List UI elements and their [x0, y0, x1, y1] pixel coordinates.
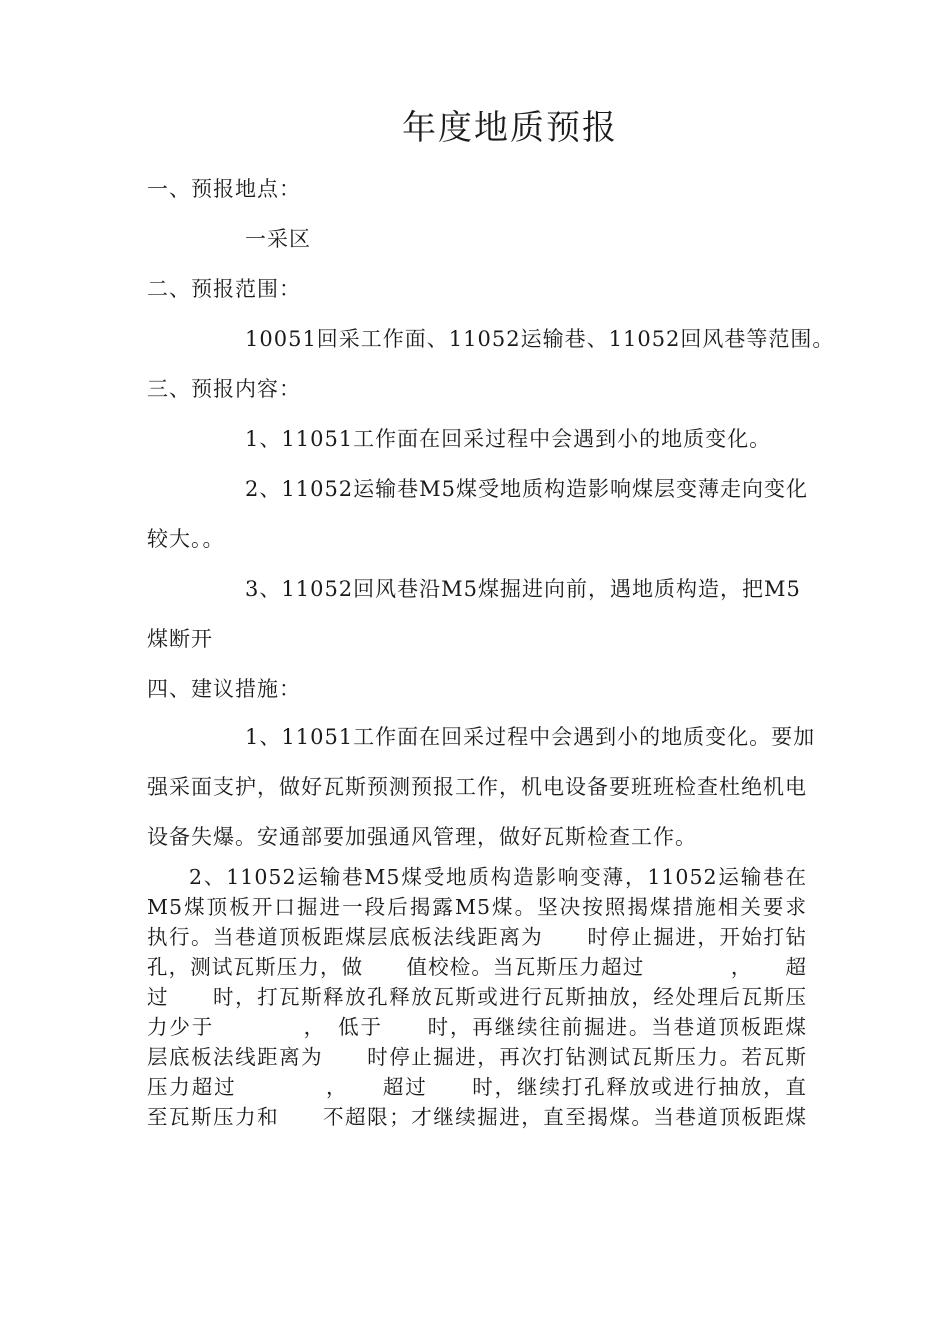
paragraph-line: M5煤顶板开口掘进一段后揭露M5煤。坚决按照揭煤措施相关要求 [147, 895, 807, 919]
document-title: 年度地质预报 [402, 108, 618, 148]
paragraph-line: 压力超过 ， 超过 时，继续打孔释放或进行抽放，直 [147, 1075, 807, 1099]
section-2-heading: 二、预报范围： [147, 277, 301, 301]
section-2-content: 10051回采工作面、11052运输巷、11052回风巷等范围。 [245, 327, 835, 351]
section-4-item-1-line-1: 1、11051工作面在回采过程中会遇到小的地质变化。要加 [245, 725, 816, 749]
section-4-item-1-line-3: 设备失爆。安通部要加强通风管理，做好瓦斯检查工作。 [147, 825, 697, 849]
section-3-item-2-line-1: 2、11052运输巷M5煤受地质构造影响煤层变薄走向变化 [245, 477, 809, 501]
section-1-heading: 一、预报地点： [147, 177, 301, 201]
paragraph-line: 层底板法线距离为 时停止掘进，再次打钻测试瓦斯压力。若瓦斯 [147, 1045, 807, 1069]
section-4-heading: 四、建议措施： [147, 677, 301, 701]
paragraph-line: 过 时，打瓦斯释放孔释放瓦斯或进行瓦斯抽放，经处理后瓦斯压 [147, 985, 807, 1009]
paragraph-line: 执行。当巷道顶板距煤层底板法线距离为 时停止掘进，开始打钻 [147, 925, 807, 949]
paragraph-line: 至瓦斯压力和 不超限；才继续掘进，直至揭煤。当巷道顶板距煤 [147, 1105, 807, 1129]
section-3-item-1: 1、11051工作面在回采过程中会遇到小的地质变化。 [245, 427, 772, 451]
section-3-item-2-line-2: 较大。。 [147, 527, 225, 551]
section-3-heading: 三、预报内容： [147, 377, 301, 401]
section-3-item-3-line-1: 3、11052回风巷沿M5煤掘进向前，遇地质构造，把M5 [245, 577, 801, 601]
section-1-content: 一采区 [245, 227, 311, 251]
section-4-item-2-paragraph [147, 862, 807, 1132]
paragraph-line: 2、11052运输巷M5煤受地质构造影响变薄，11052运输巷在 [189, 865, 807, 889]
section-3-item-3-line-2: 煤断开 [147, 627, 213, 651]
paragraph-line: 力少于 ， 低于 时，再继续往前掘进。当巷道顶板距煤 [147, 1015, 807, 1039]
section-4-item-1-line-2: 强采面支护，做好瓦斯预测预报工作，机电设备要班班检查杜绝机电 [147, 775, 807, 799]
paragraph-line: 孔，测试瓦斯压力，做 值校检。当瓦斯压力超过 ， 超 [147, 955, 807, 979]
